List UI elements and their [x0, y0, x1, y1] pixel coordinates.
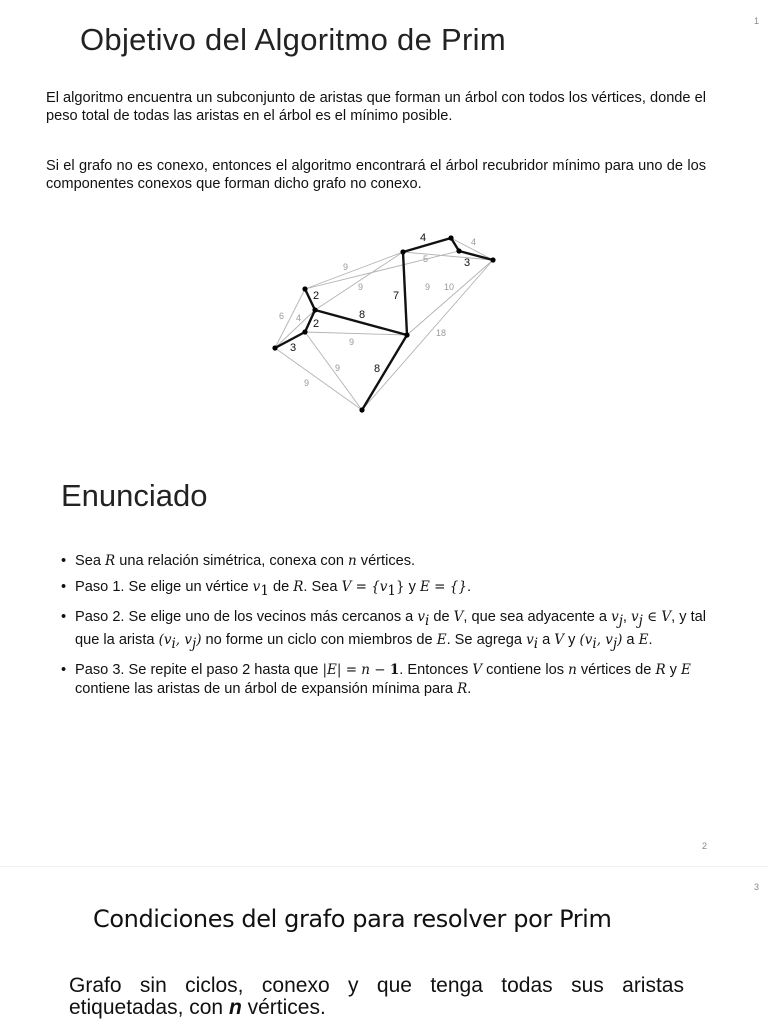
edge-weight: 9 [335, 363, 341, 373]
edge-weight: 9 [349, 337, 355, 347]
page-number-3: 3 [754, 882, 760, 892]
edge-weight: 9 [425, 282, 431, 292]
tree-weight: 8 [359, 309, 366, 321]
paragraph-objective: El algoritmo encuentra un subconjunto de aristas que forman un árbol con todos los vértices, donde el peso total de todas las aristas en el árbol es el mínimo posible. [46, 90, 706, 124]
edge-weight: 4 [296, 313, 302, 323]
bullet-step-3: • Paso 3. Se repite el paso 2 hasta que |E| = n − 1. Entonces V contiene los n vértices de R y E contiene las aristas de un árbol de expansión mínima para R. [61, 661, 711, 699]
edge-weight: 18 [436, 328, 447, 338]
algorithm-steps-list [61, 552, 711, 706]
bullet-step-2: • Paso 2. Se elige uno de los vecinos más cercanos a $v_i$ de V, que sea adyacente a $v_j$, $v_j$ ∈ V, y tal que la arista ($v_i$, $v_j$) no forme un ciclo con miembros de E. Se agrega $v_i$ a V y ($v_i$, $v_j$) a E. [61, 608, 711, 654]
tree-weight: 8 [374, 363, 381, 375]
edge-weight: 6 [279, 311, 285, 321]
bullet-definition: • Sea R una relación simétrica, conexa con n vértices. [61, 552, 711, 571]
tree-weight: 7 [393, 290, 400, 302]
tree-weight: 4 [420, 232, 427, 244]
edge-weight: 10 [444, 282, 455, 292]
edge-weight: 4 [471, 237, 477, 247]
paragraph-disconnected: Si el grafo no es conexo, entonces el algoritmo encontrará el árbol recubridor mínimo para uno de los componentes conexos que forman dicho grafo no conexo. [46, 158, 706, 192]
edge-weight: 9 [343, 262, 349, 272]
edge-weight: 9 [358, 282, 364, 292]
edge-weight: 9 [304, 378, 310, 388]
page-number-1: 1 [754, 16, 760, 26]
tree-weight: 3 [464, 257, 471, 269]
slide-3-title: Condiciones del grafo para resolver por Prim [93, 905, 612, 933]
page-number-2: 2 [702, 841, 708, 851]
slide-2-title: Enunciado [61, 478, 208, 513]
edge-weight: 5 [423, 254, 429, 264]
bullet-step-1: • Paso 1. Se elige un vértice $v_1$ de R. Sea $V = \{v_1\}$ y E = {}. [61, 578, 711, 601]
conditions-paragraph: Grafo sin ciclos, conexo y que tenga todas sus aristas etiquetadas, con n vértices. [69, 974, 684, 1019]
slide-1-title: Objetivo del Algoritmo de Prim [80, 22, 506, 57]
tree-weight: 2 [313, 318, 320, 330]
tree-weight: 2 [313, 290, 320, 302]
page-separator [0, 866, 768, 867]
tree-weight: 3 [290, 342, 297, 354]
prim-graph-figure [0, 0, 768, 430]
